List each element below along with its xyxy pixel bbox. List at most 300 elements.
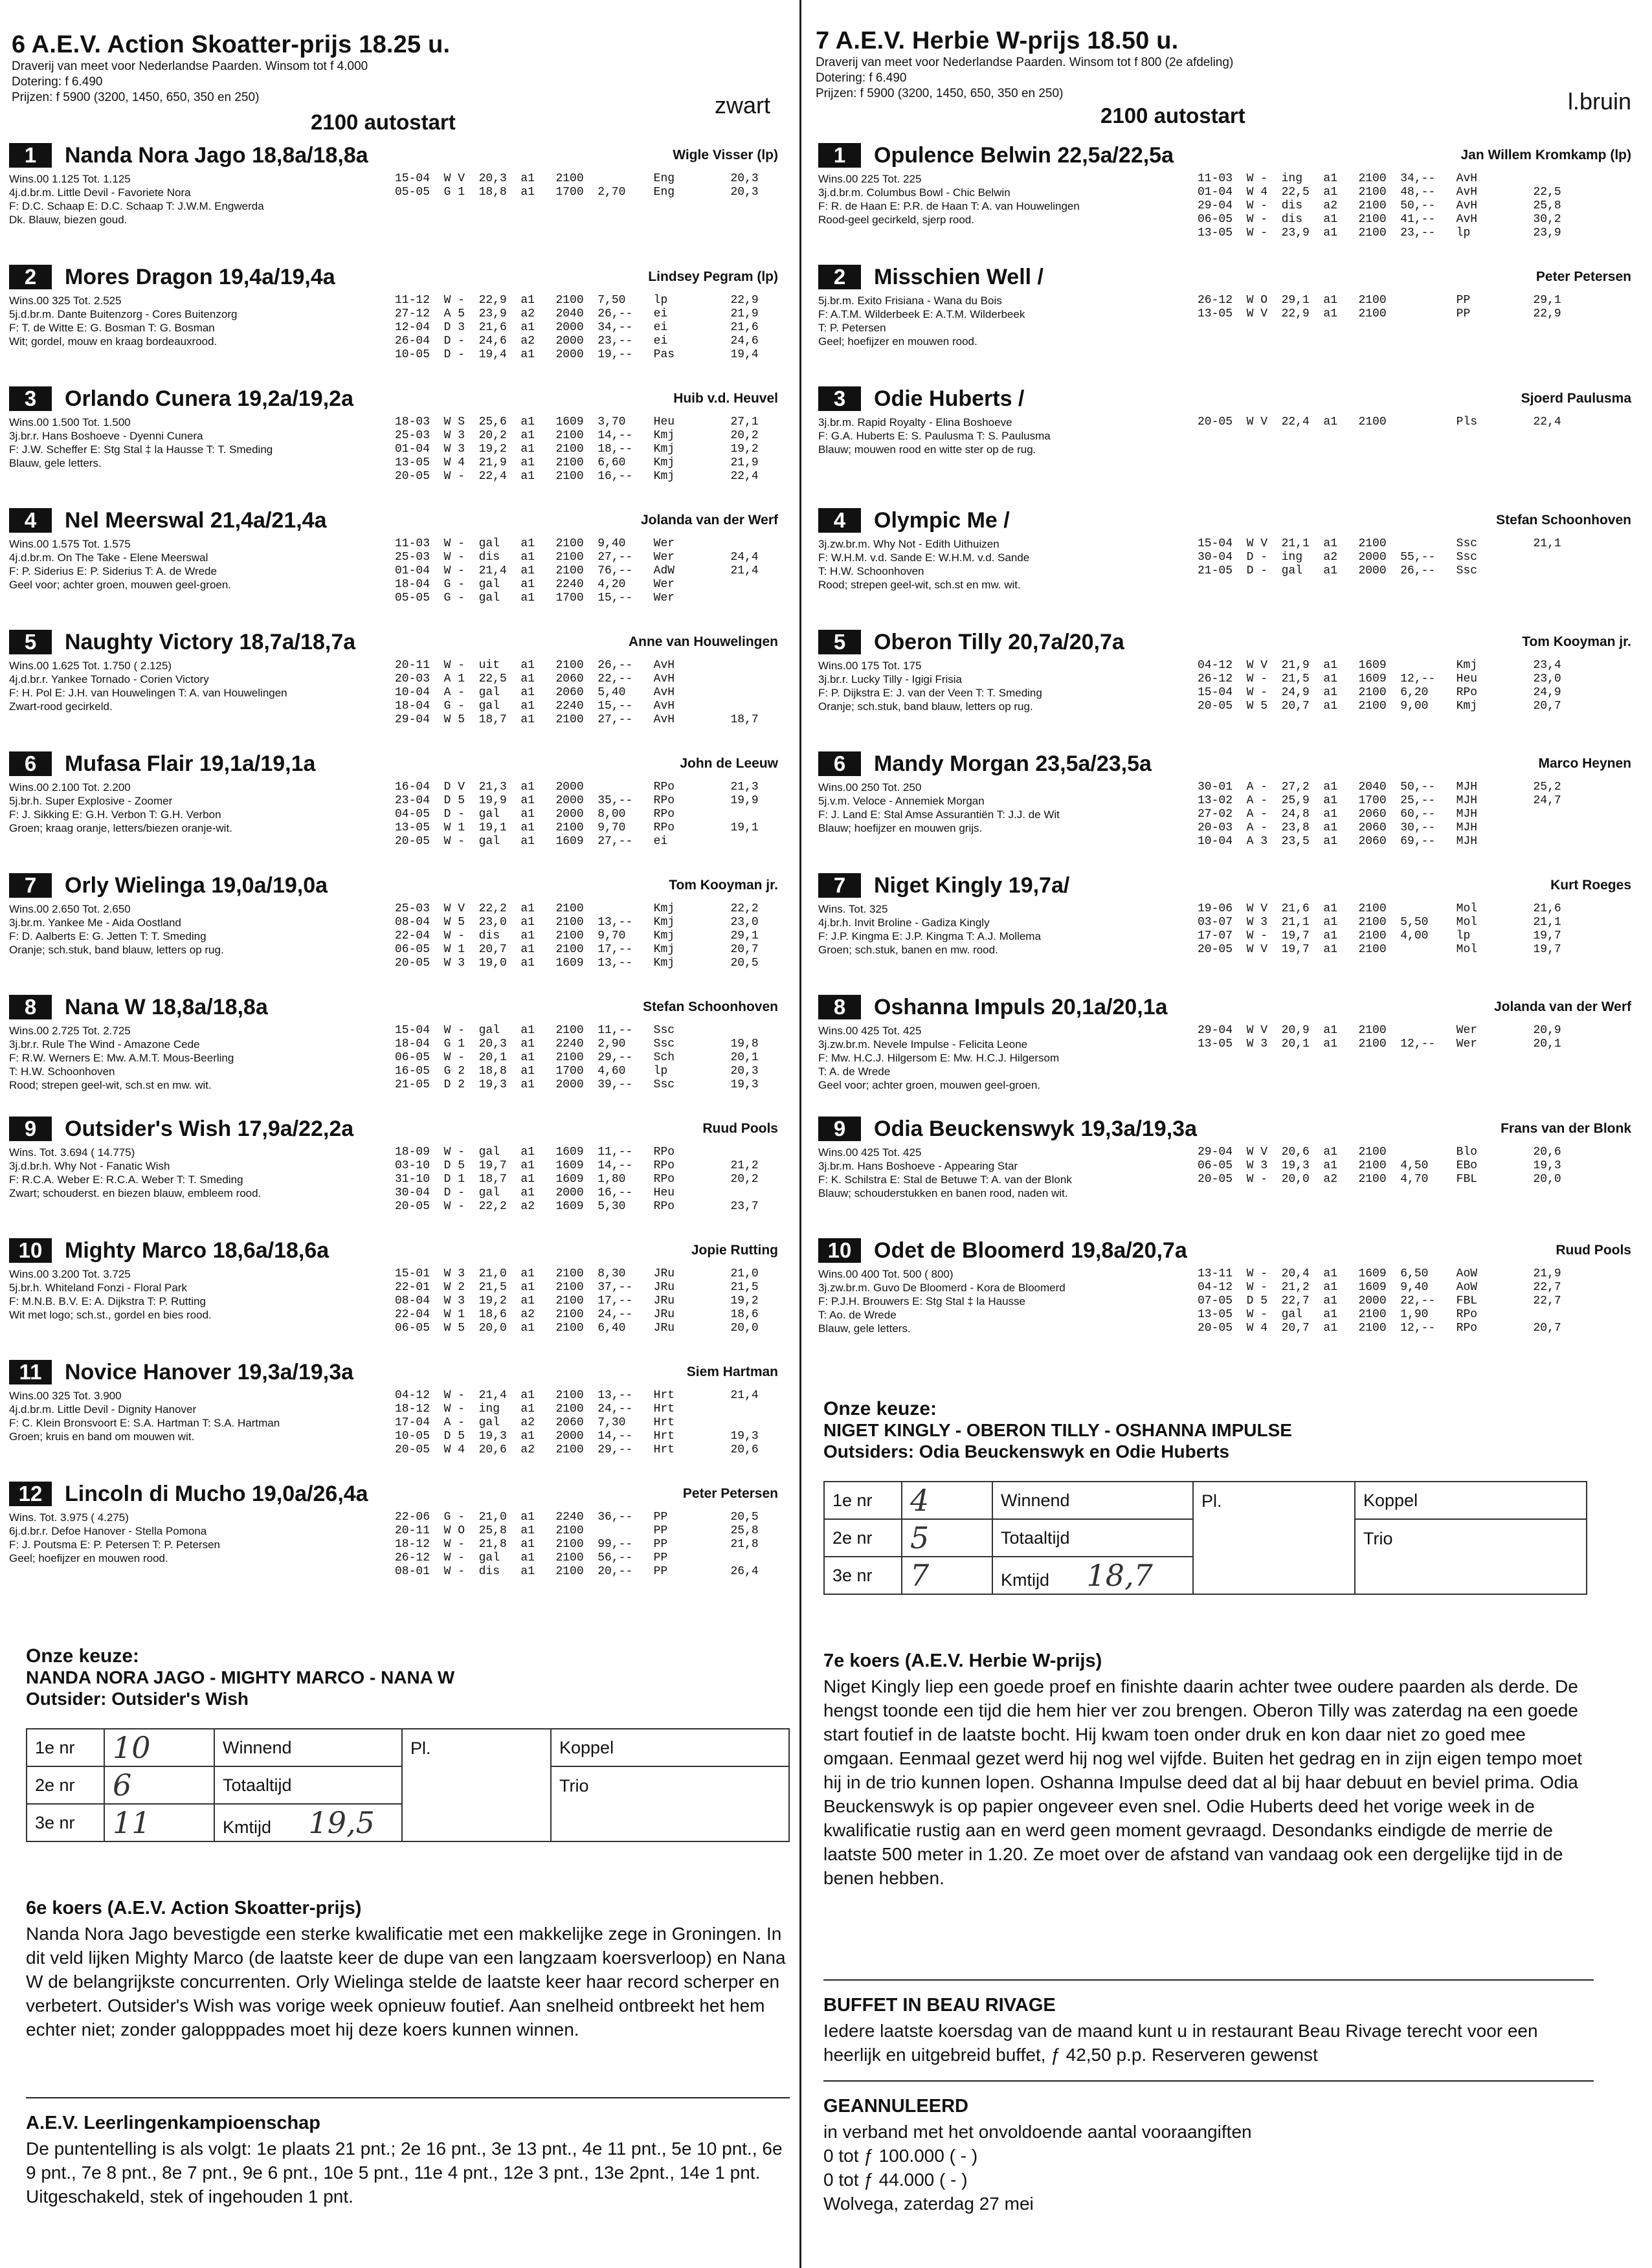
- form-row: 20-05 W 5 20,7 a1 2100 9,00 Kmj 20,7: [1198, 700, 1561, 713]
- horse-info-line: T: A. de Wrede: [818, 1065, 891, 1078]
- horse-info-line: F: C. Klein Bronsvoort E: S.A. Hartman T: S.A. Hartman: [9, 1417, 280, 1429]
- form-row: 18-12 W - 21,8 a1 2100 99,-- PP 21,8: [395, 1538, 759, 1551]
- form-row: 06-05 W 5 20,0 a1 2100 6,40 JRu 20,0: [395, 1322, 759, 1335]
- form-row: 06-05 W 3 19,3 a1 2100 4,50 EBo 19,3: [1198, 1159, 1561, 1172]
- horse-entry: [0, 994, 796, 1116]
- form-row: 15-01 W 3 21,0 a1 2100 8,30 JRu 21,0: [395, 1267, 759, 1280]
- horse-number: 5: [818, 630, 861, 654]
- form-row: 21-05 D 2 19,3 a1 2000 39,-- Ssc 19,3: [395, 1078, 759, 1091]
- our-choice-label: Onze keuze:: [26, 1645, 140, 1667]
- race-6-header: [0, 0, 796, 142]
- horse-info: [818, 902, 1233, 957]
- form-row: 13-05 W 3 20,1 a1 2100 12,-- Wer 20,1: [1198, 1038, 1561, 1051]
- form-row: 06-05 W 1 20,7 a1 2100 17,-- Kmj 20,7: [395, 943, 759, 956]
- horse-form-table: [395, 902, 759, 970]
- result-row-label: 1e nr: [824, 1482, 902, 1519]
- form-row: 27-12 A 5 23,9 a2 2040 26,-- ei 21,9: [395, 307, 759, 320]
- horse-info-line: Wins.00 1.575 Tot. 1.575: [9, 538, 131, 550]
- form-row: 04-05 D - gal a1 2000 8,00 RPo: [395, 808, 675, 821]
- horse-info-line: Rood; strepen geel-wit, sch.st en mw. wit.: [818, 579, 1021, 591]
- result-row-label: 2e nr: [27, 1766, 104, 1804]
- form-row: 10-05 D - 19,4 a1 2000 19,-- Pas 19,4: [395, 348, 759, 361]
- our-choice: [823, 1398, 1292, 1462]
- horse-info-line: T: H.W. Schoonhoven: [9, 1065, 115, 1078]
- horse-form-table: [395, 172, 759, 199]
- race-start: 2100 autostart: [1100, 104, 1245, 128]
- horse-info-line: F: A.T.M. Wilderbeek E: A.T.M. Wilderbeek: [818, 308, 1025, 320]
- horse-info-line: 3j.br.r. Rule The Wind - Amazone Cede: [9, 1038, 200, 1051]
- horse-name: Nel Meerswal 21,4a/21,4a: [65, 507, 327, 533]
- driver-name: Tom Kooyman jr.: [669, 878, 778, 893]
- horse-entry: [809, 386, 1644, 507]
- form-row: 13-05 W - 23,9 a1 2100 23,-- lp 23,9: [1198, 227, 1561, 239]
- horse-info-line: Wins.00 325 Tot. 3.900: [9, 1390, 122, 1402]
- horse-form-table: [1198, 537, 1561, 578]
- form-row: 11-12 W - 22,9 a1 2100 7,50 lp 22,9: [395, 294, 759, 307]
- totaaltijd-label: Totaaltijd: [214, 1766, 402, 1804]
- horse-form-table: [1198, 1146, 1561, 1186]
- driver-name: Stefan Schoonhoven: [1496, 513, 1631, 528]
- form-row: 23-04 D 5 19,9 a1 2000 35,-- RPo 19,9: [395, 794, 759, 807]
- race-conditions: Draverij van meet voor Nederlandse Paarden. Winsom tot f 800 (2e afdeling): [816, 56, 1234, 69]
- horse-info-line: Wins.00 325 Tot. 2.525: [9, 295, 122, 307]
- horse-info-line: 5j.br.m. Exito Frisiana - Wana du Bois: [818, 295, 1002, 307]
- horse-info-line: Wins.00 425 Tot. 425: [818, 1146, 922, 1159]
- result-row-label: 2e nr: [824, 1519, 902, 1557]
- form-row: 20-05 W - 22,4 a1 2100 16,-- Kmj 22,4: [395, 470, 759, 483]
- horse-info-line: F: P. Dijkstra E: J. van der Veen T: T. Smeding: [818, 687, 1042, 699]
- horse-number: 6: [9, 751, 52, 776]
- trio-label: Trio: [1355, 1519, 1587, 1594]
- horse-number: 11: [9, 1360, 52, 1384]
- horse-name: Outsider's Wish 17,9a/22,2a: [65, 1116, 354, 1141]
- race-prizes: Prijzen: f 5900 (3200, 1450, 650, 350 en 250): [816, 87, 1064, 100]
- horse-info-line: Dk. Blauw, biezen goud.: [9, 214, 128, 226]
- horse-info-line: 3j.br.r. Hans Boshoeve - Dyenni Cunera: [9, 430, 203, 442]
- form-row: 20-05 W - gal a1 1609 27,-- ei: [395, 835, 668, 848]
- form-row: 17-07 W - 19,7 a1 2100 4,00 lp 19,7: [1198, 929, 1561, 942]
- our-choice: [26, 1645, 454, 1709]
- driver-name: Jolanda van der Werf: [1493, 999, 1631, 1014]
- race-title: 7 A.E.V. Herbie W-prijs 18.50 u.: [816, 27, 1179, 54]
- horse-name-row: [0, 1116, 796, 1142]
- horse-info-line: 3j.zw.br.m. Nevele Impulse - Felicita Leone: [818, 1038, 1028, 1051]
- horse-name: Nanda Nora Jago 18,8a/18,8a: [65, 142, 368, 168]
- horse-info-line: F: J. Poutsma E: P. Petersen T: P. Petersen: [9, 1539, 221, 1551]
- divider: [26, 2097, 790, 2098]
- horse-info-line: Blauw; mouwen rood en witte ster op de rug.: [818, 443, 1036, 456]
- place-label: Pl.: [402, 1729, 551, 1841]
- horse-entry: [0, 751, 796, 873]
- divider: [823, 2080, 1594, 2082]
- horse-entry: [0, 507, 796, 629]
- race-6-column: [0, 0, 796, 2207]
- horse-info-line: 4j.d.br.m. Little Devil - Dignity Hanover: [9, 1403, 197, 1416]
- form-row: 13-05 W V 22,9 a1 2100 PP 22,9: [1198, 307, 1561, 320]
- horse-form-table: [1198, 781, 1561, 849]
- form-row: 16-04 D V 21,3 a1 2000 RPo 21,3: [395, 781, 759, 794]
- horse-name-row: [809, 264, 1644, 290]
- form-row: 18-04 G 1 20,3 a1 2240 2,90 Ssc 19,8: [395, 1038, 759, 1051]
- our-choice-outsider: Outsiders: Odia Beuckenswyk en Odie Huberts: [823, 1441, 1230, 1462]
- form-row: 04-12 W V 21,9 a1 1609 Kmj 23,4: [1198, 659, 1561, 672]
- horse-info: [818, 1267, 1233, 1335]
- handwritten-number[interactable]: 10: [104, 1729, 214, 1766]
- horse-entry: [809, 1116, 1644, 1238]
- horse-name: Mufasa Flair 19,1a/19,1a: [65, 751, 316, 776]
- form-row: 05-05 G - gal a1 1700 15,-- Wer: [395, 592, 675, 605]
- horse-info: [9, 172, 423, 227]
- article-text: Nanda Nora Jago bevestigde een sterke kwalificatie met een makkelijke zege in Groningen. In dit veld lijken Mighty Marco (de laatste keer de dupe van een langzaam koersverloop) en Nana W de belangrijkste concurrenten. Orly Wielinga stelde de laatste keer haar record scherper en verbetert. Outsider's Wish was vorige week opnieuw foutief. Aan snelheid ontbreekt het hem echter niet; zonder galopppades moet hij deze koers kunnen winnen.: [26, 1924, 786, 2040]
- result-row-label: 1e nr: [27, 1729, 104, 1766]
- horse-name: Novice Hanover 19,3a/19,3a: [65, 1359, 354, 1384]
- article-title: 7e koers (A.E.V. Herbie W-prijs): [823, 1651, 1102, 1671]
- form-row: 20-03 A 1 22,5 a1 2060 22,-- AvH: [395, 673, 675, 685]
- horse-info-line: 4j.br.h. Invit Broline - Gadiza Kingly: [818, 917, 990, 929]
- horse-info-line: 3j.br.m. Hans Boshoeve - Appearing Star: [818, 1160, 1018, 1172]
- form-row: 05-05 G 1 18,8 a1 1700 2,70 Eng 20,3: [395, 186, 759, 199]
- horse-info-line: F: P.J.H. Brouwers E: Stg Stal ‡ la Hausse: [818, 1295, 1025, 1307]
- our-choice-outsider: Outsider: Outsider's Wish: [26, 1689, 249, 1709]
- form-row: 29-04 W - dis a2 2100 50,-- AvH 25,8: [1198, 199, 1561, 212]
- horse-number: 2: [818, 265, 861, 289]
- horse-info: [9, 781, 423, 835]
- article-text: Niget Kingly liep een goede proef en finishte daarin achter twee oudere paarden als derde. De hengst toonde een tijd die hem hier ver zou brengen. Oberon Tilly was zaterdag na een goede start foutief in de laatste bocht. Hij kwam toen onder druk en kon daar niet zo goed mee omgaan. Eenmaal gezet werd hij nog wel vijfde. Buiten het gedrag en in zijn eigen tempo moet hij in de trio kunnen lopen. Oshanna Impulse deed dat al bij haar debuut en beviel prima. Odia Beuckenswyk is op papier ongeveer even snel. Odie Huberts deed het vorige week in de kwalificatie rustig aan en werd geen moment gevraagd. Desondanks eindigde de merrie de laatste 500 meter in 1.20. Ze moet over de afstand van vandaag ook een dergelijke tijd in de benen hebben.: [823, 1676, 1583, 1888]
- form-row: 16-05 G 2 18,8 a1 1700 4,60 lp 20,3: [395, 1065, 759, 1078]
- horse-info-line: Wins.00 3.200 Tot. 3.725: [9, 1268, 131, 1280]
- horse-info-line: 5j.br.h. Super Explosive - Zoomer: [9, 795, 173, 807]
- trio-label: Trio: [551, 1766, 789, 1841]
- horse-name: Oberon Tilly 20,7a/20,7a: [874, 629, 1124, 654]
- horse-name: Opulence Belwin 22,5a/22,5a: [874, 142, 1174, 168]
- form-row: 17-04 A - gal a2 2060 7,30 Hrt: [395, 1416, 675, 1429]
- form-row: 26-12 W O 29,1 a1 2100 PP 29,1: [1198, 294, 1561, 307]
- horse-number: 8: [818, 995, 861, 1019]
- horse-name: Misschien Well /: [874, 264, 1044, 289]
- horse-info: [9, 1511, 423, 1565]
- driver-name: Anne van Houwelingen: [628, 634, 778, 649]
- horse-entry: [0, 1359, 796, 1481]
- horse-number: 4: [9, 508, 52, 533]
- horse-form-table: [1198, 659, 1561, 713]
- horse-info: [9, 1389, 423, 1443]
- driver-name: Huib v.d. Heuvel: [673, 391, 778, 406]
- horse-info-line: Rood-geel gecirkeld, sjerp rood.: [818, 214, 974, 226]
- horse-entry: [809, 994, 1644, 1116]
- horse-info: [818, 294, 1233, 348]
- horse-name-row: [809, 386, 1644, 412]
- horse-entry: [809, 751, 1644, 873]
- horse-info-line: Zwart-rood gecirkeld.: [9, 700, 113, 713]
- horse-info-line: Blauw; hoefijzer en mouwen grijs.: [818, 822, 983, 834]
- horse-info-line: 5j.d.br.m. Dante Buitenzorg - Cores Buitenzorg: [9, 308, 238, 320]
- horse-name: Niget Kingly 19,7a/: [874, 873, 1070, 898]
- driver-name: Kurt Roeges: [1550, 878, 1631, 893]
- form-row: 29-04 W V 20,6 a1 2100 Blo 20,6: [1198, 1146, 1561, 1159]
- horse-list: [809, 142, 1644, 1359]
- race-color: zwart: [714, 92, 770, 118]
- horse-entry: [809, 142, 1644, 264]
- driver-name: Stefan Schoonhoven: [643, 999, 778, 1014]
- driver-name: Jan Willem Kromkamp (lp): [1460, 148, 1631, 162]
- horse-number: 9: [9, 1117, 52, 1141]
- horse-info-line: F: J.P. Kingma E: J.P. Kingma T: A.J. Mollema: [818, 930, 1041, 942]
- form-row: 04-12 W - 21,4 a1 2100 13,-- Hrt 21,4: [395, 1389, 759, 1402]
- koppel-label: Koppel: [551, 1729, 789, 1766]
- race-6-preview: [26, 1896, 790, 2041]
- our-choice-picks: NIGET KINGLY - OBERON TILLY - OSHANNA IMPULSE: [823, 1420, 1292, 1440]
- form-row: 03-10 D 5 19,7 a1 1609 14,-- RPo 21,2: [395, 1159, 759, 1172]
- horse-entry: [809, 507, 1644, 629]
- horse-number: 5: [9, 630, 52, 654]
- result-row-label: 3e nr: [824, 1557, 902, 1594]
- horse-info-line: Groen; kraag oranje, letters/biezen oranje-wit.: [9, 822, 232, 834]
- driver-name: John de Leeuw: [680, 756, 778, 771]
- driver-name: Jolanda van der Werf: [640, 513, 778, 528]
- horse-name-row: [0, 1359, 796, 1385]
- horse-info-line: F: G.A. Huberts E: S. Paulusma T: S. Paulusma: [818, 430, 1051, 442]
- kmtijd-cell[interactable]: [214, 1804, 402, 1841]
- horse-entry: [0, 264, 796, 386]
- driver-name: Tom Kooyman jr.: [1522, 634, 1631, 649]
- horse-number: 10: [9, 1238, 52, 1263]
- horse-number: 2: [9, 265, 52, 289]
- article-text: 0 tot ƒ 44.000 ( - ): [823, 2170, 968, 2190]
- horse-number: 12: [9, 1482, 52, 1506]
- form-row: 18-04 G - gal a1 2240 4,20 Wer: [395, 578, 675, 591]
- article-text: Wolvega, zaterdag 27 mei: [823, 2194, 1034, 2214]
- race-dotering: Dotering: f 6.490: [816, 71, 907, 85]
- horse-list: [0, 142, 796, 1603]
- form-row: 20-05 W - 22,2 a2 1609 5,30 RPo 23,7: [395, 1200, 759, 1213]
- horse-name: Orlando Cunera 19,2a/19,2a: [65, 386, 353, 411]
- horse-info: [9, 659, 423, 713]
- horse-info: [818, 416, 1233, 456]
- race-7-preview: [823, 1649, 1594, 1890]
- horse-info: [818, 781, 1233, 835]
- form-row: 20-05 W 3 19,0 a1 1609 13,-- Kmj 20,5: [395, 957, 759, 970]
- driver-name: Ruud Pools: [1556, 1243, 1631, 1258]
- form-row: 20-05 W V 22,4 a1 2100 Pls 22,4: [1198, 416, 1561, 428]
- race-prizes: Prijzen: f 5900 (3200, 1450, 650, 350 en 250): [12, 91, 260, 104]
- form-row: 26-12 W - gal a1 2100 56,-- PP: [395, 1551, 668, 1564]
- horse-form-table: [395, 1024, 759, 1092]
- horse-info-line: Wins.00 250 Tot. 250: [818, 781, 922, 794]
- horse-name-row: [809, 873, 1644, 898]
- horse-info-line: 3j.zw.br.m. Guvo De Bloomerd - Kora de Bloomerd: [818, 1282, 1066, 1294]
- form-row: 04-12 W - 21,2 a1 1609 9,40 AoW 22,7: [1198, 1281, 1561, 1294]
- form-row: 19-06 W V 21,6 a1 2100 Mol 21,6: [1198, 902, 1561, 915]
- article-text: De puntentelling is als volgt: 1e plaats 21 pnt.; 2e 16 pnt., 3e 13 pnt., 4e 11 pnt., 5e 10 pnt., 6e 9 pnt., 7e 8 pnt., 8e 7 pnt., 9e 6 pnt., 10e 5 pnt., 11e 4 pnt., 12e 3 pnt., 13e 2pnt., 14e 1 pnt. Uitgeschakeld, stek of ingehouden 1 pnt.: [26, 2139, 783, 2207]
- horse-name: Odet de Bloomerd 19,8a/20,7a: [874, 1238, 1187, 1263]
- horse-info-line: Wins. Tot. 3.694 ( 14.775): [9, 1146, 135, 1159]
- form-row: 21-05 D - gal a1 2000 26,-- Ssc: [1198, 564, 1478, 577]
- handwritten-number[interactable]: 4: [902, 1482, 992, 1519]
- horse-info-line: Wins.00 1.500 Tot. 1.500: [9, 416, 131, 428]
- horse-info-line: F: D. Aalberts E: G. Jetten T: T. Smeding: [9, 930, 206, 942]
- form-row: 13-05 W - gal a1 2100 1,90 RPo: [1198, 1308, 1478, 1321]
- our-choice-label: Onze keuze:: [823, 1398, 937, 1419]
- horse-form-table: [1198, 294, 1561, 321]
- handwritten-number[interactable]: 5: [902, 1519, 992, 1557]
- horse-info-line: Geel voor; achter groen, mouwen geel-groen.: [818, 1079, 1041, 1091]
- form-row: 27-02 A - 24,8 a1 2060 60,-- MJH: [1198, 808, 1478, 821]
- divider: [823, 1979, 1594, 1981]
- horse-info-line: Wit met logo; sch.st., gordel en bies rood.: [9, 1309, 212, 1321]
- horse-number: 9: [818, 1117, 861, 1141]
- cancelled-notice: [823, 2095, 1594, 2216]
- form-row: 20-05 W 4 20,7 a1 2100 12,-- RPo 20,7: [1198, 1322, 1561, 1335]
- form-row: 13-02 A - 25,9 a1 1700 25,-- MJH 24,7: [1198, 794, 1561, 807]
- buffet-notice: [823, 1994, 1594, 2067]
- horse-entry: [809, 629, 1644, 751]
- horse-info-line: 5j.br.h. Whiteland Fonzi - Floral Park: [9, 1282, 187, 1294]
- race-dotering: Dotering: f 6.490: [12, 75, 103, 89]
- horse-name-row: [0, 1481, 796, 1507]
- horse-number: 1: [818, 143, 861, 168]
- horse-info-line: Wit; gordel, mouw en kraag bordeauxrood.: [9, 335, 218, 348]
- horse-info-line: 3j.br.r. Lucky Tilly - Igigi Frisia: [818, 673, 963, 685]
- horse-info-line: Wins.00 2.100 Tot. 2.200: [9, 781, 131, 794]
- horse-number: 10: [818, 1238, 861, 1263]
- horse-form-table: [395, 659, 759, 727]
- horse-entry: [0, 386, 796, 507]
- horse-info-line: T: Ao. de Wrede: [818, 1309, 897, 1321]
- kmtijd-label: Kmtijd: [223, 1818, 272, 1837]
- horse-number: 7: [818, 873, 861, 898]
- article-title: GEANNULEERD: [823, 2096, 968, 2117]
- handwritten-number[interactable]: 6: [104, 1766, 214, 1804]
- handwritten-kmtijd: 18,7: [1086, 1558, 1153, 1593]
- horse-info-line: 3j.zw.br.m. Why Not - Edith Uithuizen: [818, 538, 999, 550]
- kmtijd-label: Kmtijd: [1001, 1570, 1050, 1590]
- horse-info-line: Zwart; schouderst. en biezen blauw, embleem rood.: [9, 1187, 262, 1199]
- form-row: 08-01 W - dis a1 2100 20,-- PP 26,4: [395, 1565, 759, 1578]
- handwritten-number[interactable]: 11: [104, 1804, 214, 1841]
- horse-entry: [0, 1116, 796, 1238]
- form-row: 01-04 W - 21,4 a1 2100 76,-- AdW 21,4: [395, 564, 759, 577]
- horse-info-line: Blauw; schouderstukken en banen rood, naden wit.: [818, 1187, 1068, 1199]
- horse-number: 4: [818, 508, 861, 533]
- horse-form-table: [1198, 1024, 1561, 1051]
- horse-info-line: Wins.00 175 Tot. 175: [818, 660, 922, 672]
- form-row: 08-04 W 3 19,2 a1 2100 17,-- JRu 19,2: [395, 1295, 759, 1307]
- place-label: Pl.: [1193, 1482, 1355, 1594]
- horse-info-line: Blauw, gele letters.: [9, 457, 102, 469]
- form-row: 11-03 W - ing a1 2100 34,-- AvH: [1198, 172, 1478, 185]
- our-choice-picks: NANDA NORA JAGO - MIGHTY MARCO - NANA W: [26, 1667, 455, 1687]
- form-row: 15-04 W V 20,3 a1 2100 Eng 20,3: [395, 172, 759, 185]
- horse-form-table: [395, 1267, 759, 1335]
- race-title: 6 A.E.V. Action Skoatter-prijs 18.25 u.: [12, 31, 451, 58]
- form-row: 10-04 A 3 23,5 a1 2060 69,-- MJH: [1198, 835, 1478, 848]
- horse-number: 3: [818, 386, 861, 411]
- form-row: 30-01 A - 27,2 a1 2040 50,-- MJH 25,2: [1198, 781, 1561, 794]
- horse-info-line: Groen; kruis en band om mouwen wit.: [9, 1430, 195, 1443]
- horse-info-line: F: J.W. Scheffer E: Stg Stal ‡ la Hausse T: T. Smeding: [9, 443, 273, 456]
- driver-name: Frans van der Blonk: [1501, 1121, 1631, 1136]
- driver-name: Ruud Pools: [702, 1121, 778, 1136]
- horse-info: [9, 1146, 423, 1200]
- form-row: 20-11 W O 25,8 a1 2100 PP 25,8: [395, 1524, 759, 1537]
- horse-info-line: 3j.d.br.m. Columbus Bowl - Chic Belwin: [818, 186, 1010, 199]
- article-title: 6e koers (A.E.V. Action Skoatter-prijs): [26, 1898, 362, 1918]
- horse-info-line: F: R. de Haan E: P.R. de Haan T: A. van Houwelingen: [818, 200, 1080, 212]
- horse-name: Orly Wielinga 19,0a/19,0a: [65, 873, 328, 898]
- horse-info-line: 4j.d.br.r. Yankee Tornado - Corien Victory: [9, 673, 209, 685]
- horse-name: Nana W 18,8a/18,8a: [65, 994, 268, 1019]
- horse-info-line: 4j.d.br.m. On The Take - Elene Meerswal: [9, 551, 208, 564]
- form-row: 30-04 D - ing a2 2000 55,-- Ssc: [1198, 551, 1478, 564]
- race-7-column: [809, 0, 1644, 2214]
- horse-info-line: Oranje; sch.stuk, band blauw, letters op rug.: [9, 944, 224, 956]
- horse-info: [818, 1024, 1233, 1092]
- horse-number: 8: [9, 995, 52, 1019]
- driver-name: Siem Hartman: [686, 1364, 778, 1379]
- form-row: 26-04 D - 24,6 a2 2000 23,-- ei 24,6: [395, 335, 759, 348]
- horse-entry: [0, 1238, 796, 1359]
- horse-number: 1: [9, 143, 52, 168]
- horse-info-line: Wins. Tot. 3.975 ( 4.275): [9, 1511, 129, 1524]
- driver-name: Lindsey Pegram (lp): [648, 269, 778, 284]
- race-conditions: Draverij van meet voor Nederlandse Paarden. Winsom tot f 4.000: [12, 60, 368, 73]
- driver-name: Peter Petersen: [682, 1486, 778, 1501]
- horse-entry: [0, 873, 796, 994]
- form-row: 20-05 W - 20,0 a2 2100 4,70 FBL 20,0: [1198, 1173, 1561, 1186]
- horse-info: [818, 1146, 1233, 1200]
- horse-form-table: [395, 1389, 759, 1457]
- horse-info-line: Geel voor; achter groen, mouwen geel-groen.: [9, 579, 232, 591]
- horse-info-line: Wins. Tot. 325: [818, 903, 888, 915]
- horse-info-line: T: P. Petersen: [818, 322, 886, 334]
- horse-entry: [809, 1238, 1644, 1359]
- article-text: 0 tot ƒ 100.000 ( - ): [823, 2146, 978, 2166]
- horse-info-line: F: T. de Witte E: G. Bosman T: G. Bosman: [9, 322, 215, 334]
- horse-info: [9, 537, 423, 592]
- kmtijd-cell[interactable]: [992, 1557, 1193, 1594]
- form-row: 12-04 D 3 21,6 a1 2000 34,-- ei 21,6: [395, 321, 759, 334]
- handwritten-number[interactable]: 7: [902, 1557, 992, 1594]
- horse-name: Odia Beuckenswyk 19,3a/19,3a: [874, 1116, 1197, 1141]
- horse-name-row: [809, 629, 1644, 655]
- horse-info-line: Wins.00 400 Tot. 500 ( 800): [818, 1268, 954, 1280]
- horse-form-table: [1198, 416, 1561, 429]
- horse-info-line: Wins.00 425 Tot. 425: [818, 1025, 922, 1037]
- horse-info-line: F: R.C.A. Weber E: R.C.A. Weber T: T. Smeding: [9, 1173, 243, 1186]
- horse-info-line: Geel; hoefijzer en mouwen rood.: [818, 335, 977, 348]
- horse-info-line: 4j.d.br.m. Little Devil - Favoriete Nora: [9, 186, 191, 199]
- horse-name: Mandy Morgan 23,5a/23,5a: [874, 751, 1152, 776]
- horse-info-line: Groen; sch.stuk, banen en mw. rood.: [818, 944, 998, 956]
- race-7-header: [809, 0, 1644, 142]
- horse-info-line: F: W.H.M. v.d. Sande E: W.H.M. v.d. Sande: [818, 551, 1030, 564]
- horse-info: [9, 902, 423, 957]
- horse-entry: [809, 873, 1644, 994]
- article-text: Iedere laatste koersdag van de maand kunt u in restaurant Beau Rivage terecht voor een heerlijk en uitgebreid buffet, ƒ 42,50 p.p. Reserveren gewenst: [823, 2021, 1538, 2065]
- horse-number: 6: [818, 751, 861, 776]
- horse-form-table: [395, 294, 759, 362]
- form-row: 31-10 D 1 18,7 a1 1609 1,80 RPo 20,2: [395, 1173, 759, 1186]
- result-table: [823, 1481, 1587, 1595]
- horse-info-line: F: K. Schilstra E: Stal de Betuwe T: A. van der Blonk: [818, 1173, 1072, 1186]
- form-row: 06-05 W - dis a1 2100 41,-- AvH 30,2: [1198, 213, 1561, 226]
- form-row: 01-04 W 3 19,2 a1 2100 18,-- Kmj 19,2: [395, 443, 759, 456]
- horse-name-row: [0, 1238, 796, 1263]
- horse-info: [9, 416, 423, 470]
- horse-info: [9, 1024, 423, 1092]
- horse-info-line: F: D.C. Schaap E: D.C. Schaap T: J.W.M. Engwerda: [9, 200, 264, 212]
- horse-number: 7: [9, 873, 52, 898]
